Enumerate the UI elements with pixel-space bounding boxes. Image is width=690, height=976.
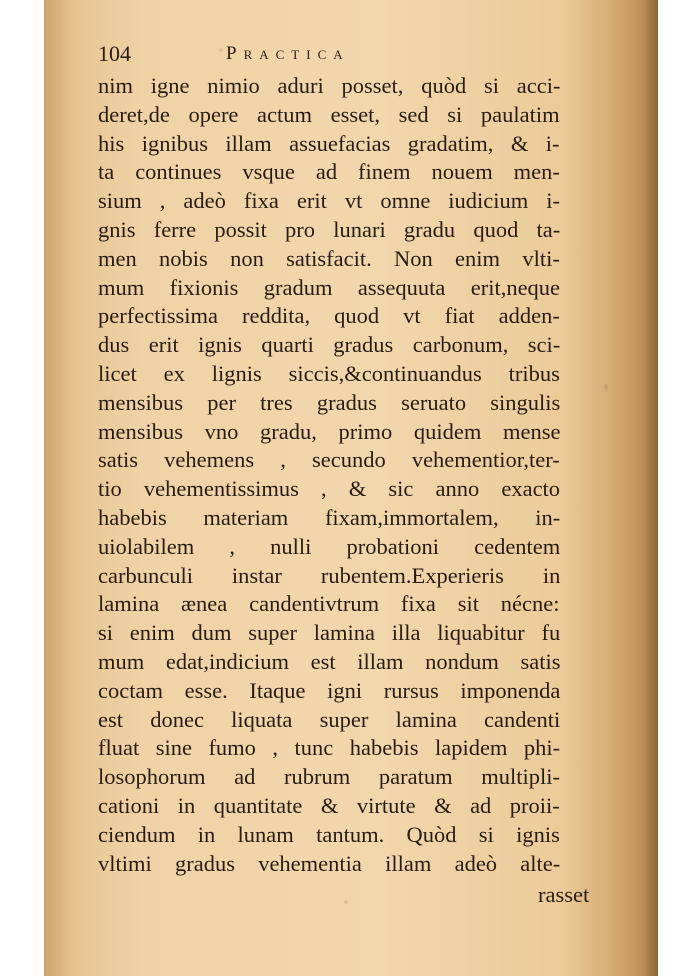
page-header	[98, 41, 538, 67]
text-line: mensibus vno gradu, primo quidem mense	[98, 418, 561, 444]
text-line: si enim dum super lamina illa liquabitur fu	[98, 620, 561, 646]
text-line: fluat sine fumo , tunc habebis lapidem phi-	[98, 735, 561, 761]
text-line: carbunculi instar rubentem.Experieris in	[98, 562, 561, 588]
text-line: cationi in quantitate & virtute & ad proii-	[98, 792, 560, 818]
text-line: gnis ferre possit pro lunari gradu quod ta-	[98, 216, 561, 242]
text-line: ta continues vsque ad finem nouem men-	[98, 159, 560, 185]
text-line: his ignibus illam assuefacias gradatim, & i-	[98, 130, 560, 156]
text-line: mensibus per tres gradus seruato singulis	[98, 389, 561, 415]
text-line: vltimi gradus vehementia illam adeò alte-	[98, 850, 561, 876]
text-line: tio vehementissimus , & sic anno exacto	[98, 476, 561, 502]
body-text	[98, 72, 560, 878]
text-line: mum fixionis gradum assequuta erit,neque	[98, 274, 561, 300]
text-line: dus erit ignis quarti gradus carbonum, sci-	[98, 332, 561, 358]
text-line: ciendum in lunam tantum. Quòd si ignis	[98, 821, 560, 847]
text-line: mum edat,indicium est illam nondum satis	[98, 648, 561, 674]
text-line: men nobis non satisfacit. Non enim vlti-	[98, 245, 560, 271]
text-line: losophorum ad rubrum paratum multipli-	[98, 764, 560, 790]
running-head: Practica	[226, 43, 350, 64]
text-line: uiolabilem , nulli probationi cedentem	[98, 533, 561, 559]
text-line: perfectissima reddita, quod vt fiat adden-	[98, 303, 560, 329]
text-line: licet ex lignis siccis,&continuandus tribus	[98, 360, 560, 386]
paper-stain	[344, 900, 348, 904]
text-line: satis vehemens , secundo vehementior,ter-	[98, 447, 560, 473]
page-number: 104	[98, 41, 131, 66]
page-spine-shadow	[644, 0, 658, 976]
text-line: habebis materiam fixam,immortalem, in-	[98, 504, 561, 530]
text-line: coctam esse. Itaque igni rursus imponenda	[98, 677, 561, 703]
text-line: deret,de opere actum esset, sed si paulatim	[98, 101, 560, 127]
text-line: est donec liquata super lamina candenti	[98, 706, 561, 732]
text-line: nim igne nimio aduri posset, quòd si acci-	[98, 73, 561, 98]
text-line: lamina ænea candentivtrum fixa sit nécne:	[98, 591, 560, 617]
text-line: sium , adeò fixa erit vt omne iudicium i-	[98, 188, 561, 214]
paper-stain	[604, 384, 608, 390]
catchword: rasset	[538, 882, 590, 907]
